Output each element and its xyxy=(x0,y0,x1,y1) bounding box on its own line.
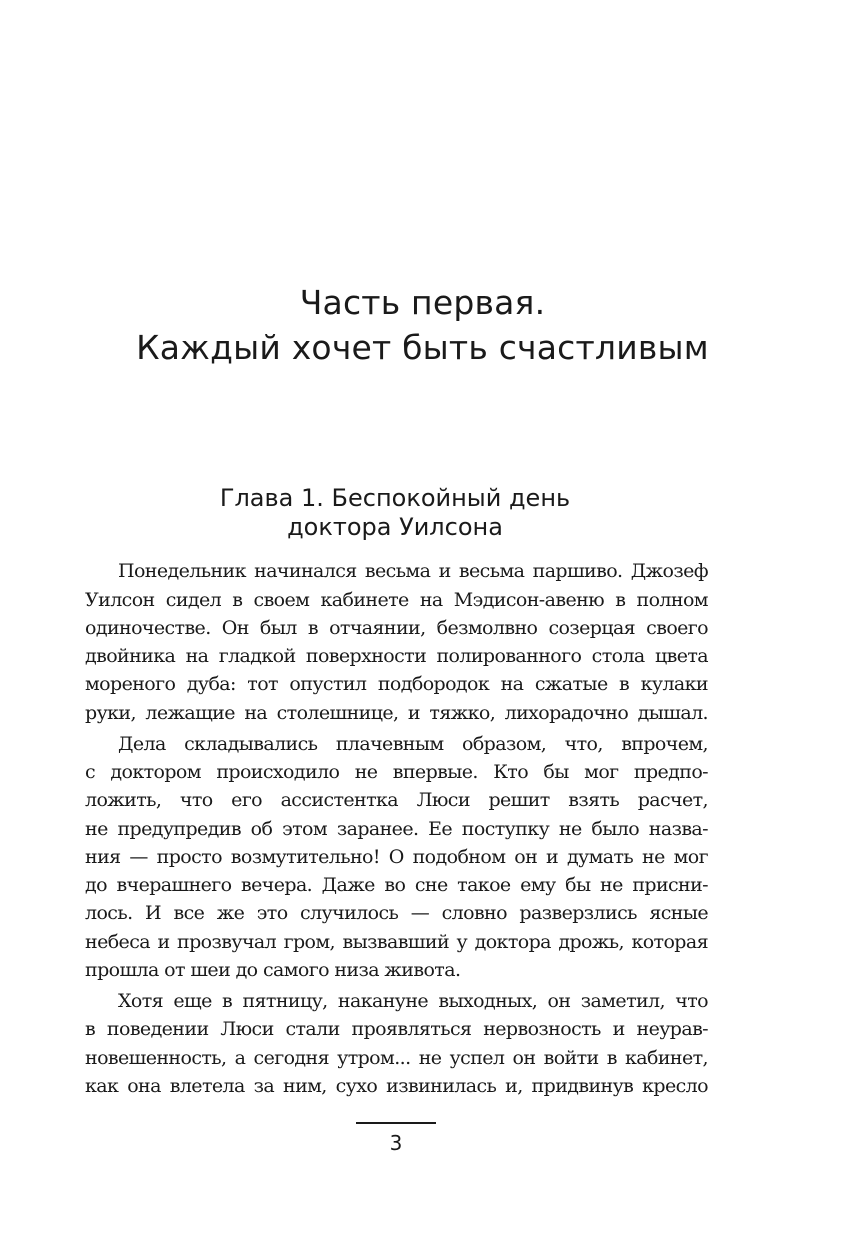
chapter-title-line-2: доктора Уилсона xyxy=(287,513,503,541)
body-line: одиночестве. Он был в отчаянии, безмолвно созерцая своего xyxy=(85,617,708,639)
part-title-line-1: Часть первая. xyxy=(299,283,546,322)
body-line: небеса и прозвучал гром, вызвавший у доктора дрожь, которая xyxy=(85,931,708,953)
body-line: как она влетела за ним, сухо извинилась и, придвинув кресло xyxy=(85,1075,708,1097)
body-line: ния — просто возмутительно! О подобном он и думать не мог xyxy=(85,846,708,868)
body-line: лось. И все же это случилось — словно разверзлись ясные xyxy=(85,902,708,924)
body-line: не предупредив об этом заранее. Ее поступку не было назва- xyxy=(85,818,708,840)
chapter-title-line-1: Глава 1. Беспокойный день xyxy=(219,484,571,512)
body-line: прошла от шеи до самого низа живота. xyxy=(85,959,461,981)
body-line: до вчерашнего вечера. Даже во сне такое ему бы не присни- xyxy=(85,874,708,896)
body-line: новешенность, а сегодня утром... не успел он войти в кабинет, xyxy=(85,1047,708,1069)
page-number: 3 xyxy=(389,1131,403,1155)
body-line: Понедельник начинался весьма и весьма паршиво. Джозеф xyxy=(118,560,708,582)
footer-rule xyxy=(356,1122,436,1124)
body-line: ложить, что его ассистентка Люси решит взять расчет, xyxy=(85,789,708,811)
body-line: Уилсон сидел в своем кабинете на Мэдисон-авеню в полном xyxy=(85,589,708,611)
body-line: с доктором происходило не впервые. Кто бы мог предпо- xyxy=(85,761,708,783)
part-title-line-2: Каждый хочет быть счастливым xyxy=(136,328,709,367)
body-line: мореного дуба: тот опустил подбородок на сжатые в кулаки xyxy=(85,673,708,695)
body-line: Дела складывались плачевным образом, что, впрочем, xyxy=(118,733,708,755)
body-line: руки, лежащие на столешнице, и тяжко, лихорадочно дышал. xyxy=(85,702,708,724)
body-line: двойника на гладкой поверхности полированного стола цвета xyxy=(85,645,708,667)
body-line: Хотя еще в пятницу, накануне выходных, он заметил, что xyxy=(118,990,708,1012)
body-line: в поведении Люси стали проявляться нервозность и неурав- xyxy=(85,1018,708,1040)
